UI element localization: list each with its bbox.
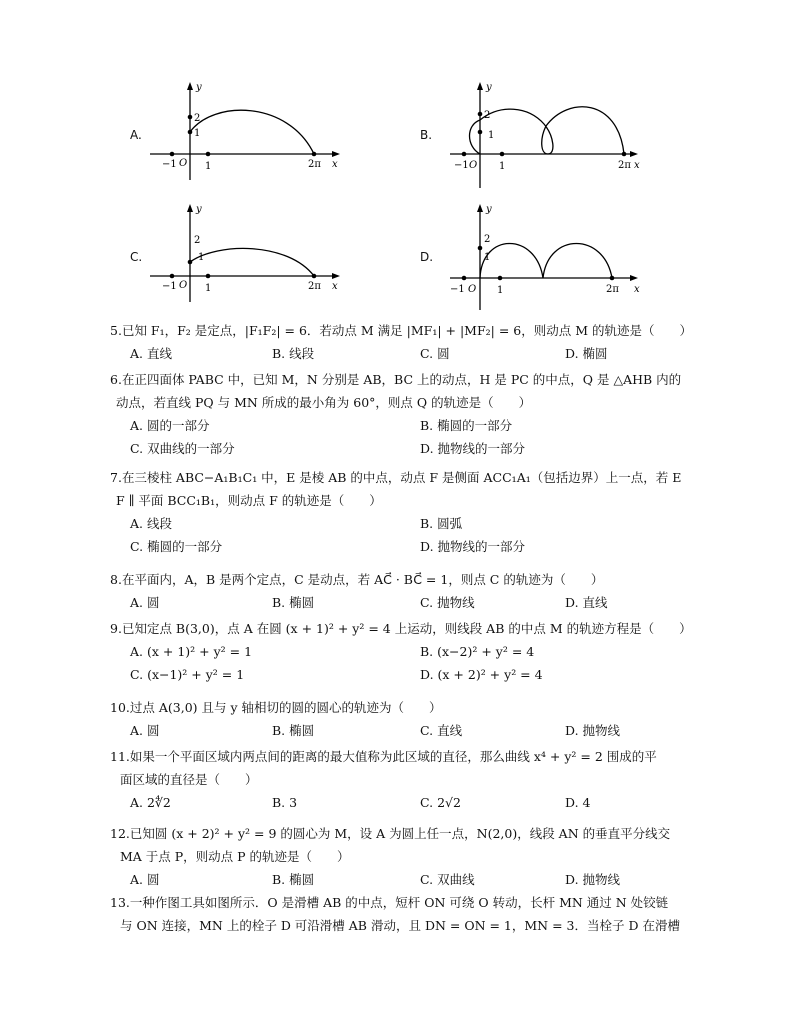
graph-c-plot — [128, 202, 358, 302]
options-row — [110, 414, 710, 437]
option-b[interactable]: B. 圆弧 — [420, 516, 463, 531]
question-line: 一种作图工具如图所示．O 是滑槽 AB 的中点，短杆 ON 可绕 O 转动，长杆 MN 通过 N 处铰链 — [129, 895, 669, 910]
question-text-cont: 动点，若直线 PQ 与 MN 所成的最小角为 60°，则点 Q 的轨迹是（ ） — [116, 395, 532, 410]
options-row — [110, 342, 710, 365]
svg-text:O: O — [468, 284, 477, 295]
question-text — [110, 617, 710, 640]
options-row — [110, 719, 710, 742]
question-text — [110, 891, 710, 914]
question-text — [110, 568, 710, 591]
option-c[interactable]: C. 抛物线 — [420, 595, 475, 610]
svg-text:2π: 2π — [308, 281, 321, 292]
question-line: 在平面内，A，B 是两个定点，C 是动点，若 AC⃗ · BC⃗ = 1，则点 C 的轨迹为（ ） — [121, 572, 604, 587]
question-13 — [110, 891, 710, 937]
svg-text:2π: 2π — [618, 160, 631, 171]
svg-text:1: 1 — [499, 161, 506, 172]
question-number: 7. — [110, 470, 122, 485]
question-number: 11. — [110, 749, 130, 764]
option-d[interactable]: D. 椭圆 — [565, 346, 608, 361]
option-b[interactable]: B. (x−2)² + y² = 4 — [420, 644, 535, 659]
question-text-cont: 面区域的直径是（ ） — [120, 772, 258, 787]
svg-text:x: x — [634, 284, 640, 295]
svg-text:2: 2 — [194, 113, 201, 124]
question-number: 13. — [110, 895, 130, 910]
question-line: 如果一个平面区域内两点间的距离的最大值称为此区域的直径，那么曲线 x⁴ + y² = 2 围成的平 — [129, 749, 657, 764]
question-12 — [110, 822, 710, 891]
question-number: 6. — [110, 372, 122, 387]
option-a[interactable]: A. 圆 — [130, 723, 160, 738]
options-row — [110, 663, 710, 686]
svg-text:−1: −1 — [454, 160, 469, 171]
option-a[interactable]: A. 线段 — [130, 516, 172, 531]
option-d[interactable]: D. 抛物线 — [565, 723, 621, 738]
graph-b-plot — [418, 80, 648, 190]
options-row — [110, 437, 710, 460]
option-b[interactable]: B. 椭圆的一部分 — [420, 418, 513, 433]
question-text — [110, 696, 710, 719]
option-b[interactable]: B. 3 — [272, 795, 298, 810]
option-c[interactable]: C. 双曲线的一部分 — [130, 441, 235, 456]
svg-text:2: 2 — [484, 234, 491, 245]
options-row — [110, 535, 710, 558]
question-line: 已知圆 (x + 2)² + y² = 9 的圆心为 M，设 A 为圆上任一点，N(2,0)，线段 AN 的垂直平分线交 — [129, 826, 671, 841]
question-line: 过点 A(3,0) 且与 y 轴相切的圆的圆心的轨迹为（ ） — [129, 700, 442, 715]
question-text-cont: MA 于点 P，则动点 P 的轨迹是（ ） — [120, 849, 350, 864]
svg-text:x: x — [332, 159, 338, 170]
question-9 — [110, 617, 710, 686]
option-c[interactable]: C. 圆 — [420, 346, 450, 361]
question-11 — [110, 745, 710, 814]
option-c[interactable]: C. 椭圆的一部分 — [130, 539, 223, 554]
svg-text:1: 1 — [484, 252, 491, 263]
svg-text:1: 1 — [497, 285, 504, 296]
svg-text:1: 1 — [194, 128, 201, 139]
svg-text:−1: −1 — [162, 159, 177, 170]
svg-text:x: x — [634, 160, 640, 171]
option-d[interactable]: D. 4 — [565, 795, 591, 810]
svg-text:1: 1 — [488, 130, 495, 141]
question-10 — [110, 696, 710, 742]
options-row — [110, 591, 710, 614]
options-row — [110, 640, 710, 663]
question-text — [110, 466, 710, 489]
question-8 — [110, 568, 710, 614]
svg-text:2: 2 — [484, 110, 491, 121]
graph-a-ylabel: y — [196, 82, 202, 93]
graph-a-plot — [128, 80, 358, 180]
option-a[interactable]: A. 2∜2 — [130, 795, 171, 810]
graph-d-label: D. — [420, 250, 434, 264]
svg-text:2: 2 — [194, 235, 201, 246]
graph-b-label: B. — [420, 128, 433, 142]
options-row — [110, 791, 710, 814]
question-text-cont: F ∥ 平面 BCC₁B₁，则动点 F 的轨迹是（ ） — [116, 493, 382, 508]
option-d[interactable]: D. (x + 2)² + y² = 4 — [420, 667, 543, 682]
svg-text:1: 1 — [198, 252, 205, 263]
option-a[interactable]: A. 圆 — [130, 595, 160, 610]
question-line: 已知定点 B(3,0)，点 A 在圆 (x + 1)² + y² = 4 上运动，则线段 AB 的中点 M 的轨迹方程是（ ） — [121, 621, 692, 636]
option-a[interactable]: A. (x + 1)² + y² = 1 — [130, 644, 253, 659]
question-number: 12. — [110, 826, 130, 841]
option-c[interactable]: C. (x−1)² + y² = 1 — [130, 667, 245, 682]
graph-a-label: A. — [130, 128, 142, 142]
question-number: 8. — [110, 572, 122, 587]
option-a[interactable]: A. 圆的一部分 — [130, 418, 210, 433]
question-number: 9. — [110, 621, 122, 636]
options-row — [110, 512, 710, 535]
question-6 — [110, 368, 710, 460]
svg-text:2π: 2π — [606, 284, 619, 295]
option-a[interactable]: A. 圆 — [130, 872, 160, 887]
graph-d-plot — [418, 202, 648, 312]
svg-text:O: O — [179, 280, 188, 291]
question-line: 在三棱柱 ABC−A₁B₁C₁ 中，E 是棱 AB 的中点，动点 F 是侧面 ACC₁A₁（包括边界）上一点，若 E — [121, 470, 682, 485]
svg-text:−1: −1 — [162, 281, 177, 292]
question-number: 5. — [110, 323, 122, 338]
question-text — [110, 368, 710, 391]
svg-text:1: 1 — [205, 161, 212, 172]
question-text-cont: 与 ON 连接，MN 上的栓子 D 可沿滑槽 AB 滑动，且 DN = ON = 1，MN = 3．当栓子 D 在滑槽 — [120, 918, 680, 933]
question-text — [110, 319, 710, 342]
svg-text:x: x — [332, 281, 338, 292]
question-number: 10. — [110, 700, 130, 715]
option-a[interactable]: A. 直线 — [130, 346, 172, 361]
graph-a — [128, 80, 358, 180]
question-text — [110, 822, 710, 845]
option-c[interactable]: C. 双曲线 — [420, 872, 475, 887]
question-line: 已知 F₁，F₂ 是定点，|F₁F₂| = 6．若动点 M 满足 |MF₁| + |MF₂| = 6，则动点 M 的轨迹是（ ） — [121, 323, 692, 338]
question-5 — [110, 319, 710, 365]
graph-d — [418, 202, 648, 312]
svg-text:1: 1 — [205, 283, 212, 294]
svg-text:O: O — [469, 160, 478, 171]
svg-text:O: O — [179, 158, 188, 169]
question-7 — [110, 466, 710, 558]
graph-b — [418, 80, 648, 190]
graph-c — [128, 202, 358, 302]
option-b[interactable]: B. 椭圆 — [272, 723, 315, 738]
question-text — [110, 745, 710, 768]
option-b[interactable]: B. 椭圆 — [272, 595, 315, 610]
option-b[interactable]: B. 线段 — [272, 346, 315, 361]
options-row — [110, 868, 710, 891]
option-d[interactable]: D. 抛物线 — [565, 872, 621, 887]
option-c[interactable]: C. 直线 — [420, 723, 463, 738]
option-b[interactable]: B. 椭圆 — [272, 872, 315, 887]
option-d[interactable]: D. 直线 — [565, 595, 608, 610]
svg-text:−1: −1 — [450, 284, 465, 295]
graph-c-label: C. — [130, 250, 143, 264]
svg-text:y: y — [486, 82, 492, 93]
svg-text:y: y — [486, 204, 492, 215]
option-d[interactable]: D. 抛物线的一部分 — [420, 539, 526, 554]
option-c[interactable]: C. 2√2 — [420, 795, 461, 810]
svg-text:2π: 2π — [308, 159, 321, 170]
question-line: 在正四面体 PABC 中，已知 M，N 分别是 AB，BC 上的动点，H 是 PC 的中点，Q 是 △AHB 内的 — [121, 372, 682, 387]
svg-text:y: y — [196, 204, 202, 215]
option-d[interactable]: D. 抛物线的一部分 — [420, 441, 526, 456]
